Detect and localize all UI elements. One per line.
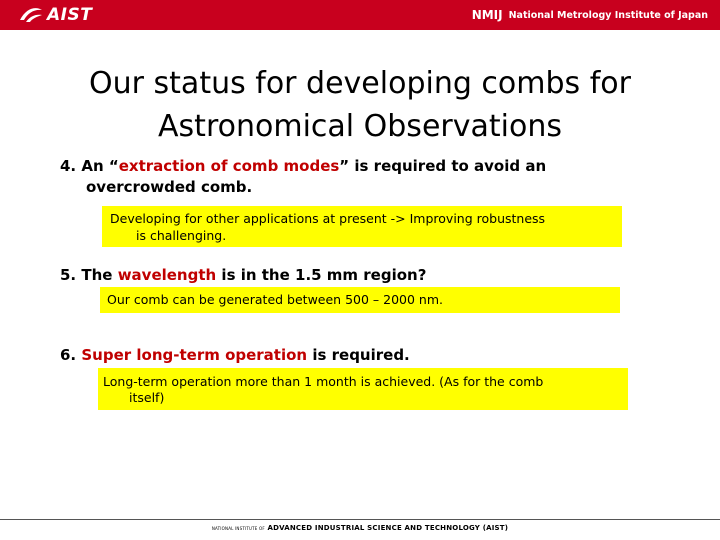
item-6-highlight: Super long-term operation	[81, 346, 308, 364]
nmij-name: National Metrology Institute of Japan	[508, 9, 708, 21]
item-5-note-line-1: Our comb can be generated between 500 – 2000 nm.	[107, 292, 443, 307]
aist-swoosh-icon	[18, 6, 44, 24]
footer-prefix: NATIONAL INSTITUTE OF	[211, 526, 265, 531]
aist-logo-text: AIST	[47, 5, 93, 25]
item-4-number: 4.	[60, 157, 77, 175]
item-4-highlight: extraction of comb modes	[118, 157, 340, 175]
nmij-logo	[472, 6, 708, 24]
footer-rule	[0, 519, 720, 520]
item-5-number: 5.	[60, 266, 77, 284]
footer-institute: ADVANCED INDUSTRIAL SCIENCE AND TECHNOLOGY (AIST)	[267, 524, 509, 532]
item-5-text-before: The	[81, 266, 118, 284]
slide-title	[40, 62, 680, 148]
item-6-number: 6.	[60, 346, 77, 364]
item-6-note-line-1: Long-term operation more than 1 month is achieved. (As for the comb	[103, 374, 544, 389]
item-4-note-line-1: Developing for other applications at present -> Improving robustness	[110, 211, 546, 226]
item-4-text-after: ” is required to avoid an	[339, 157, 547, 175]
item-5-highlight: wavelength	[117, 266, 217, 284]
header-bar	[0, 0, 720, 30]
item-6-line-1	[60, 345, 410, 366]
item-4-line-2: overcrowded comb.	[86, 178, 253, 196]
footer-text	[0, 524, 720, 532]
item-5-line-1	[60, 265, 426, 286]
slide-title-line-1: Our status for developing combs for	[89, 66, 631, 101]
item-4-note-line-2: is challenging.	[136, 228, 227, 243]
aist-logo	[18, 4, 92, 26]
item-4-text-before: An “	[76, 157, 119, 175]
slide-title-line-2: Astronomical Observations	[158, 109, 562, 144]
item-6-note-line-2: itself)	[129, 390, 165, 405]
item-6-text-after: is required.	[307, 346, 410, 364]
nmij-mark: NMIJ	[471, 8, 503, 22]
item-5-text-after: is in the 1.5 mm region?	[216, 266, 427, 284]
item-4-line-1	[60, 156, 546, 177]
